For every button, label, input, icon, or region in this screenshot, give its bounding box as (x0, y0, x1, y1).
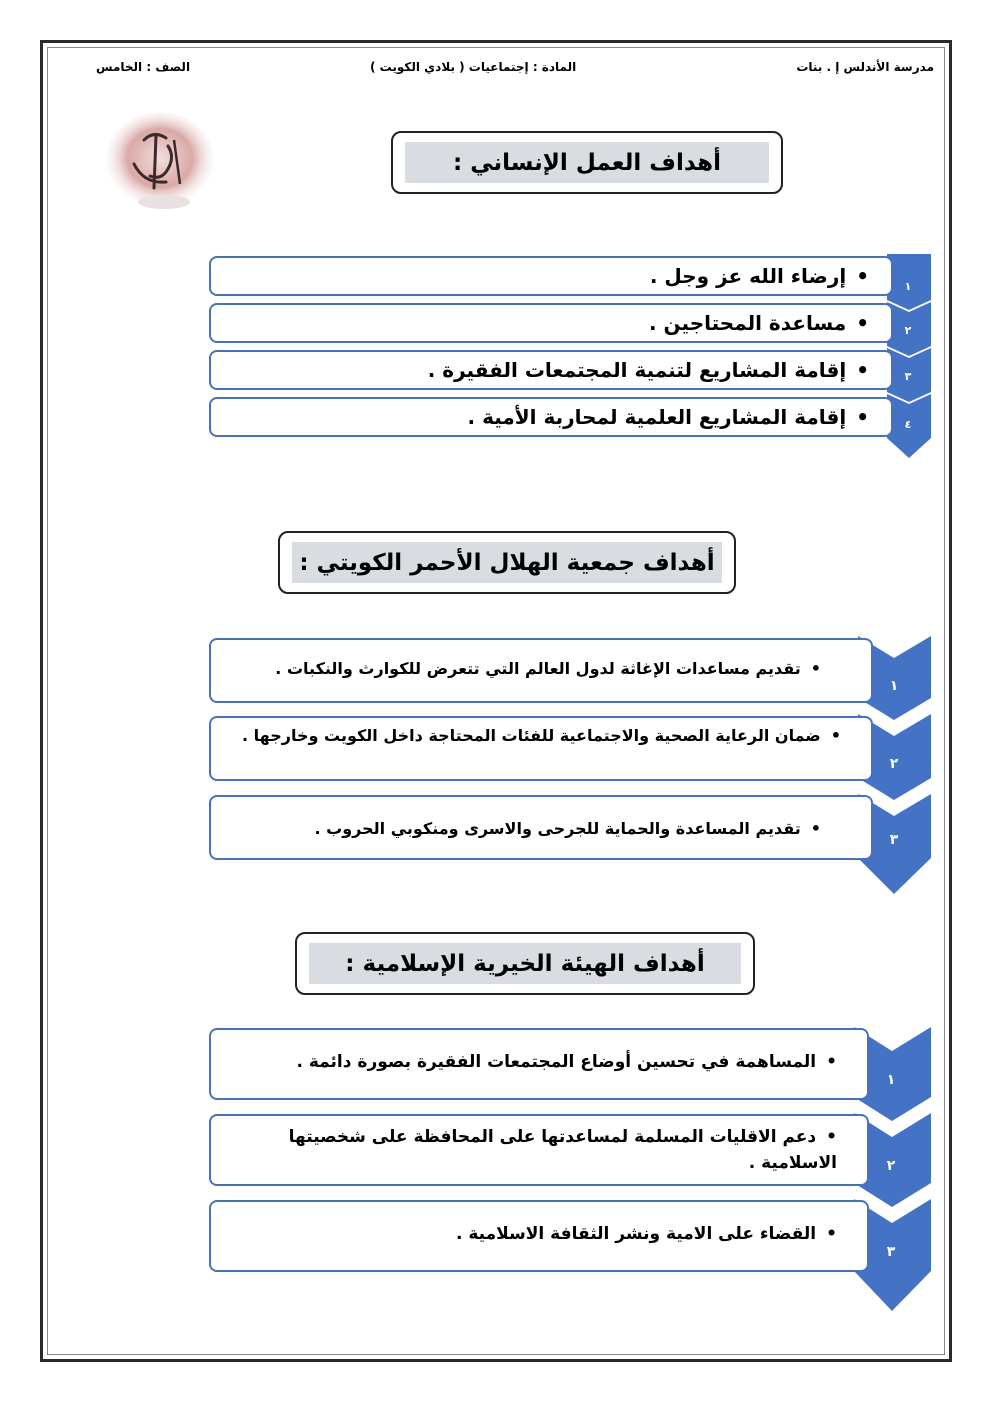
list-item-text: ضمان الرعاية الصحية والاجتماعية للفئات المحتاجة داخل الكويت وخارجها . (242, 726, 821, 745)
item-number: ٢ (889, 756, 899, 772)
item-number: ٣ (904, 370, 912, 383)
list-item-text: إرضاء الله عز وجل . (649, 264, 847, 288)
section-1-title-box (391, 131, 783, 194)
list-item-text: إقامة المشاريع لتنمية المجتمعات الفقيرة . (427, 358, 847, 382)
item-number: ١ (886, 1072, 896, 1088)
section-3-title: أهداف الهيئة الخيرية الإسلامية : (309, 943, 741, 984)
item-number: ٢ (904, 324, 912, 337)
list-item-text: تقديم مساعدات الإغاثة لدول العالم التي تتعرض للكوارث والنكبات . (275, 659, 801, 678)
list-item: •تقديم المساعدة والحماية للجرحى والاسرى ومنكوبي الحروب . (209, 795, 873, 860)
list-item: •دعم الاقليات المسلمة لمساعدتها على المحافظة على شخصيتها الاسلامية . (209, 1114, 869, 1186)
item-number: ١ (904, 280, 912, 293)
list-item-text: مساعدة المحتاجين . (648, 311, 847, 335)
list-item: •ضمان الرعاية الصحية والاجتماعية للفئات المحتاجة داخل الكويت وخارجها . (209, 716, 873, 781)
list-item-text: دعم الاقليات المسلمة لمساعدتها على المحافظة على شخصيتها الاسلامية . (288, 1127, 837, 1173)
section-2-title: أهداف جمعية الهلال الأحمر الكويتي : (292, 542, 722, 583)
section-1-title: أهداف العمل الإنساني : (405, 142, 769, 183)
list-item-text: القضاء على الامية ونشر الثقافة الاسلامية . (455, 1224, 817, 1244)
item-number: ١ (889, 678, 899, 694)
list-item: •مساعدة المحتاجين . (209, 303, 893, 343)
school-name: مدرسة الأندلس إ . بنات (796, 60, 934, 74)
item-number: ٤ (904, 418, 912, 431)
item-number: ٢ (886, 1158, 896, 1174)
item-number: ٣ (889, 832, 899, 848)
grade-label: الصف : الخامس (96, 60, 191, 74)
list-item: •إرضاء الله عز وجل . (209, 256, 893, 296)
list-item: •إقامة المشاريع لتنمية المجتمعات الفقيرة . (209, 350, 893, 390)
item-number: ٣ (886, 1244, 896, 1260)
list-item-text: تقديم المساعدة والحماية للجرحى والاسرى ومنكوبي الحروب . (314, 819, 801, 838)
list-item-text: إقامة المشاريع العلمية لمحاربة الأمية . (467, 405, 847, 429)
list-item: •إقامة المشاريع العلمية لمحاربة الأمية . (209, 397, 893, 437)
section-2-title-box (278, 531, 736, 594)
subject-label: المادة : إجتماعيات ( بلادي الكويت ) (370, 60, 577, 74)
calligraphy-logo-icon (104, 110, 216, 216)
list-item: •المساهمة في تحسين أوضاع المجتمعات الفقيرة بصورة دائمة . (209, 1028, 869, 1100)
section-3-title-box (295, 932, 755, 995)
list-item: •تقديم مساعدات الإغاثة لدول العالم التي تتعرض للكوارث والنكبات . (209, 638, 873, 703)
list-item: •القضاء على الامية ونشر الثقافة الاسلامية . (209, 1200, 869, 1272)
list-item-text: المساهمة في تحسين أوضاع المجتمعات الفقيرة بصورة دائمة . (296, 1052, 817, 1072)
